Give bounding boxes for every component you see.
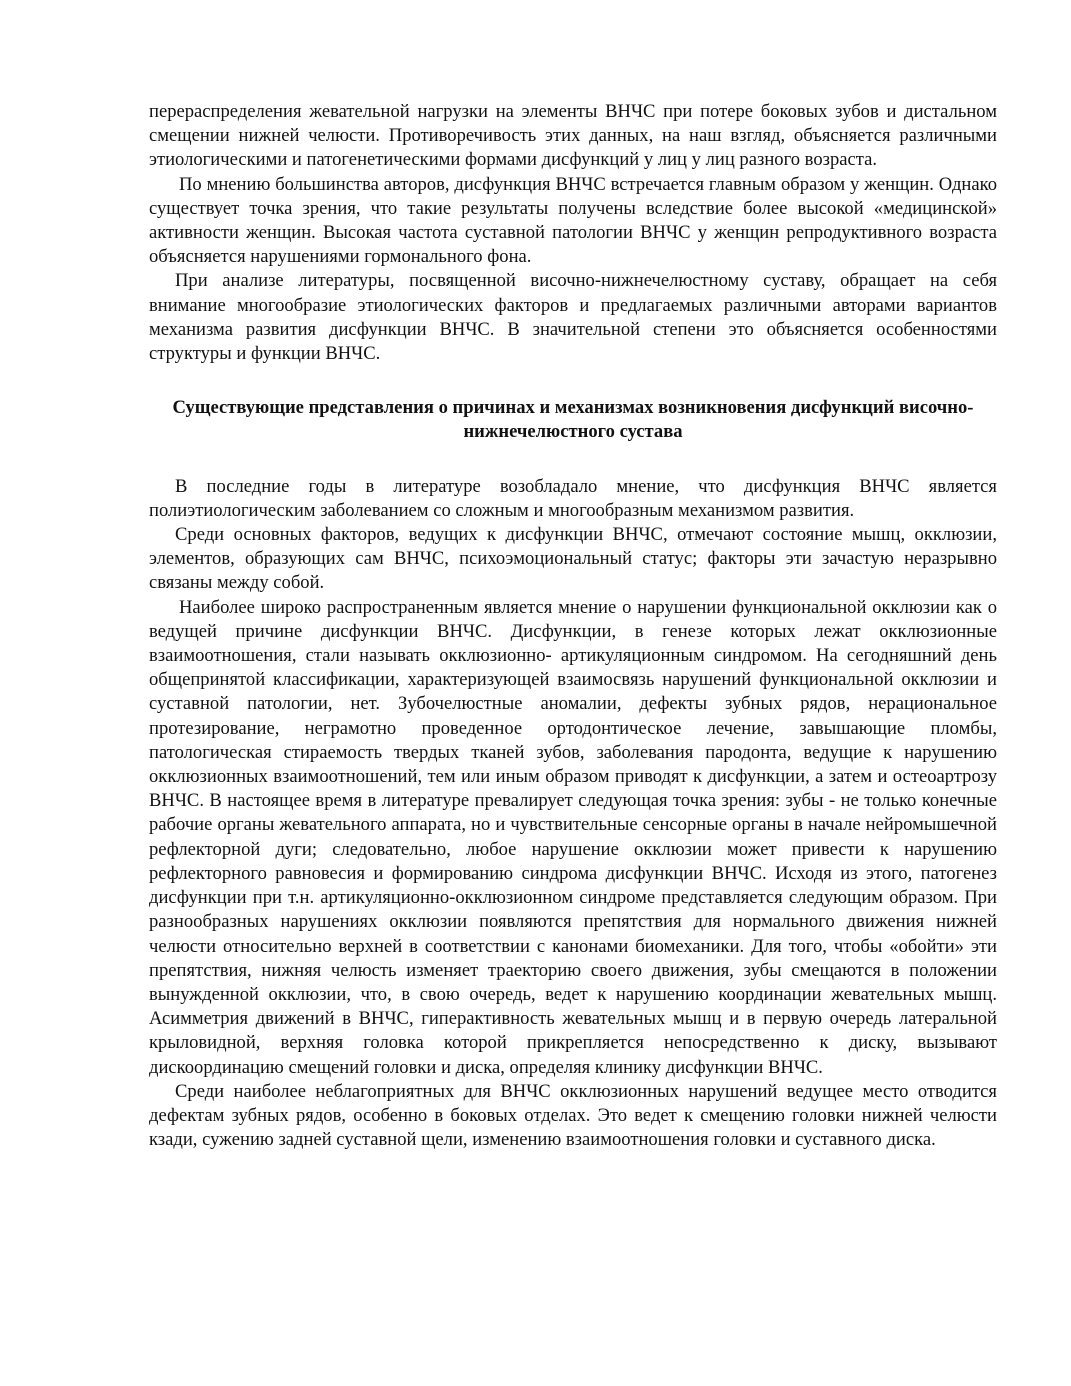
section-paragraph-3: Наиболее широко распространенным является мнение о нарушении функциональной окклюзии как о ведущей причине дисфункции ВНЧС. Дисфункции, в генезе которых лежат окклюзионные взаимоотношения, стали называть окклюзионно- артикуляционным синдромом. На сегодняшний день общепринятой классификации, характеризующей взаимосвязь нарушений функциональной окклюзии и суставной патологии, нет. Зубочелюстные аномалии, дефекты зубных рядов, нерациональное протезирование, неграмотно проведенное ортодонтическое лечение, завышающие пломбы, патологическая стираемость твердых тканей зубов, заболевания пародонта, ведущие к нарушению окклюзионных взаимоотношений, тем или иным образом приводят к дисфункции, а затем и остеоартрозу ВНЧС. В настоящее время в литературе превалирует следующая точка зрения: зубы - не только конечные рабочие органы жевательного аппарата, но и чувствительные сенсорные органы в начале нейромышечной рефлекторной дуги; следовательно, любое нарушение окклюзии может привести к нарушению рефлекторного равновесия и формированию синдрома дисфункции ВНЧС. Исходя из этого, патогенез дисфункции при т.н. артикуляционно-окклюзионном синдроме представляется следующим образом. При разнообразных нарушениях окклюзии появляются препятствия для нормального движения нижней челюсти относительно верхней в соответствии с канонами биомеханики. Для того, чтобы «обойти» эти препятствия, нижняя челюсть изменяет траекторию своего движения, зубы смещаются в положении вынужденной окклюзии, что, в свою очередь, ведет к нарушению координации жевательных мышц. Асимметрия движений в ВНЧС, гиперактивность жевательных мышц и в первую очередь латеральной крыловидной, верхняя головка которой прикрепляется непосредственно к диску, вызывают дискоординацию смещений головки и диска, определяя клинику дисфункции ВНЧС. [149, 596, 997, 1078]
document-page [149, 100, 997, 1152]
intro-paragraph-2: По мнению большинства авторов, дисфункция ВНЧС встречается главным образом у женщин. Однако существует точка зрения, что такие результаты получены вследствие более высокой «медицинской» активности женщин. Высокая частота суставной патологии ВНЧС у женщин репродуктивного возраста объясняется нарушениями гормонального фона. [149, 173, 997, 268]
section-paragraph-2: Среди основных факторов, ведущих к дисфункции ВНЧС, отмечают состояние мышц, окклюзии, элементов, образующих сам ВНЧС, психоэмоциональный статус; факторы эти зачастую неразрывно связаны между собой. [149, 524, 997, 594]
section-paragraph-4: Среди наиболее неблагоприятных для ВНЧС окклюзионных нарушений ведущее место отводится дефектам зубных рядов, особенно в боковых отделах. Это ведет к смещению головки нижней челюсти кзади, сужению задней суставной щели, изменению взаимоотношения головки и суставного диска. [149, 1080, 997, 1151]
intro-paragraph-1: перераспределения жевательной нагрузки на элементы ВНЧС при потере боковых зубов и дистальном смещении нижней челюсти. Противоречивость этих данных, на наш взгляд, объясняется различными этиологическими и патогенетическими формами дисфункций у лиц у лиц разного возраста. [149, 101, 997, 171]
section-paragraph-1: В последние годы в литературе возобладало мнение, что дисфункция ВНЧС является полиэтиологическим заболеванием со сложным и многообразным механизмом развития. [149, 475, 997, 521]
intro-paragraph-3: При анализе литературы, посвященной височно-нижнечелюстному суставу, обращает на себя внимание многообразие этиологических факторов и предлагаемых различными авторами вариантов механизма развития дисфункции ВНЧС. В значительной степени это объясняется особенностями структуры и функции ВНЧС. [149, 270, 997, 365]
section-heading: Существующие представления о причинах и механизмах возникновения дисфункций височно-нижнечелюстного сустава [172, 397, 974, 443]
